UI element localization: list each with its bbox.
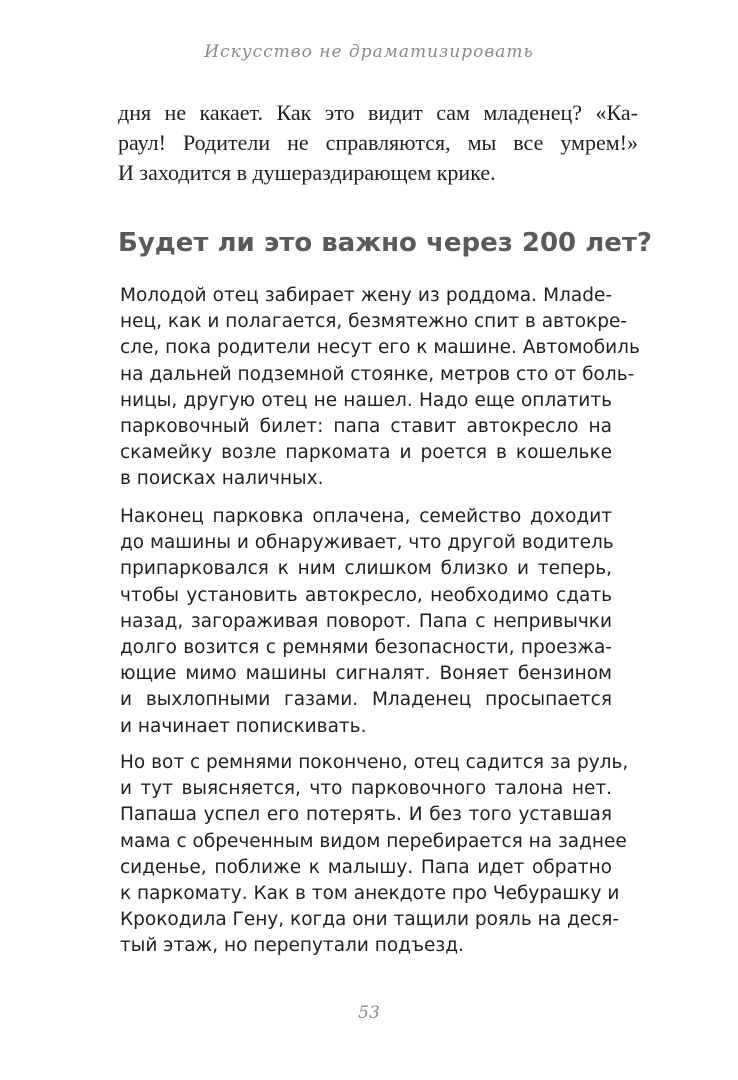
paragraph [120,283,640,493]
text-line: Молодой отец забирает жену из роддома. Млade- [120,285,612,306]
text-line: скамейку возле паркомата и роется в кошельке [120,442,612,464]
text-line: ющие мимо машины сигналят. Воняет бензином [120,663,612,685]
lead-paragraph [118,98,638,188]
text-line: парковочный билет: папа ставит автокресло на [120,416,612,438]
text-line: до машины и обнаруживает, что другой водитель [120,532,614,554]
text-line: Наконец парковка оплачена, семейство доходит [120,506,612,527]
text-line: назад, загораживая поворот. Папа с непривычки [120,610,612,632]
text-line: сле, пока родители несут его к машине. Автомобиль [120,337,640,359]
text-line: раул! Родители не справляются, мы все умрем!» [118,130,638,155]
text-line: И заходится в душераздирающем крике. [118,160,496,185]
paragraph [120,750,629,960]
text-line: и начинает попискивать. [120,715,367,737]
text-line: нец, как и полагается, безмятежно спит в автокре- [120,311,628,333]
text-line: в поисках наличных. [120,468,324,490]
text-line: долго возится с ремнями безопасности, проезжа- [120,637,612,659]
text-line: ницы, другую отец не нашел. Надо еще оплатить [120,389,612,411]
text-line: тый этаж, но перепутали подъезд. [120,935,464,957]
page-number: 53 [358,1003,380,1023]
text-line: Но вот с ремнями покончено, отец садится за руль, [120,752,629,773]
text-line: и тут выясняется, что парковочного талона нет. [120,778,612,800]
text-line: дня не какает. Как это видит сам младенец? «Ка- [118,100,638,125]
text-line: Папаша успел его потерять. И без того уставшая [120,804,612,826]
text-line: к паркомату. Как в том анекдоте про Чебурашку и [120,883,620,905]
text-line: мама с обреченным видом перебирается на заднее [120,830,627,852]
paragraph [120,504,612,740]
running-head: Искусство не драматизировать [204,42,534,62]
text-line: припарковался к ним слишком близко и теперь, [120,558,612,580]
text-line: и выхлопными газами. Младенец просыпается [120,689,612,711]
text-line: на дальней подземной стоянке, метров сто от боль- [120,363,635,385]
section-heading: Будет ли это важно через 200 лет? [118,228,653,258]
text-line: сиденье, поближе к малышу. Папа идет обратно [120,856,612,878]
text-line: Крокодила Гену, когда они тащили рояль на деся- [120,909,620,931]
text-line: чтобы установить автокресло, необходимо сдать [120,584,612,606]
